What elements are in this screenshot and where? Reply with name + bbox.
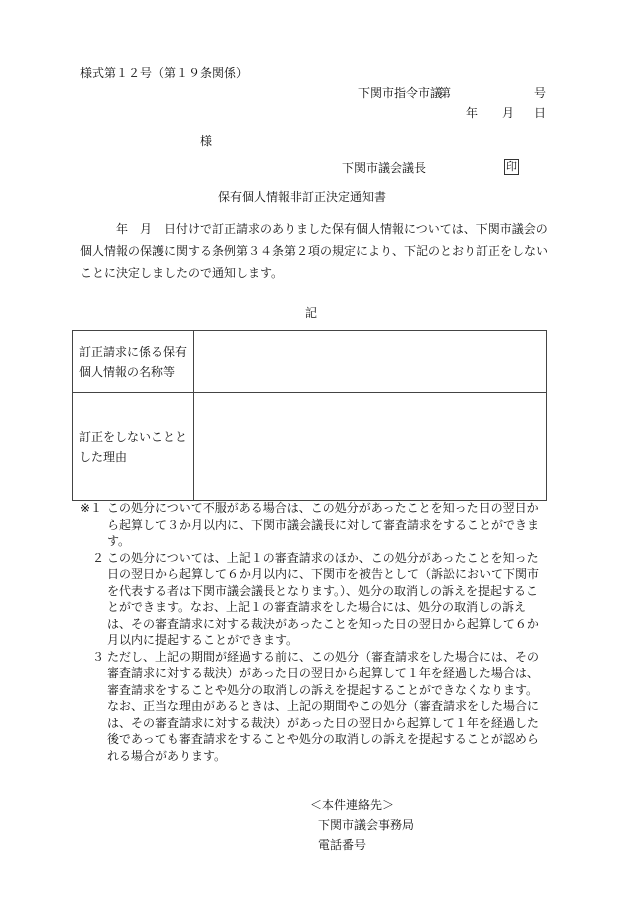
number-label-2: 号 [534, 86, 547, 100]
row1-label: 訂正請求に係る保有個人情報の名称等 [73, 331, 194, 393]
contact-phone-label: 電話番号 [318, 838, 367, 852]
note-mark: ※１ [80, 501, 103, 515]
note-item [80, 500, 548, 550]
row2-label: 訂正をしないこととした理由 [73, 393, 194, 501]
note-item [80, 550, 548, 649]
note-text: この処分については、上記１の審査請求のほか、この処分があったことを知った日の翌日から起算して６か月以内に、下関市を被告として（訴訟において下関市を代表する者は下関市議会議長となります。）、処分の取消しの訴えを提起することができます。なお、上記１の審査請求をした場合には、処分の取消しの訴えは、その審査請求に対する裁決があったことを知った日の翌日から起算して６か月以内に提起することができます。 [107, 550, 540, 647]
seal-mark [498, 159, 519, 175]
contact-heading: ＜本件連絡先＞ [310, 798, 395, 812]
table-row [73, 331, 547, 393]
addressee-honorific: 様 [200, 134, 213, 148]
day-label: 日 [534, 106, 547, 120]
note-item [80, 649, 548, 765]
detail-table [72, 330, 547, 501]
year-label: 年 [466, 106, 479, 120]
body-paragraph: 年 月 日付けで訂正請求のありました保有個人情報については、下関市議会の個人情報の保護に関する条例第３４条第２項の規定により、下記のとおり訂正をしないことに決定しましたので通知します。 [80, 222, 549, 280]
ki-label: 記 [305, 306, 318, 320]
contact-office: 下関市議会事務局 [318, 818, 415, 832]
seal-label: 印 [506, 160, 517, 173]
note-text: この処分について不服がある場合は、この処分があったことを知った日の翌日から起算して３か月以内に、下関市議会議長に対して審査請求をすることができます。 [107, 501, 540, 548]
row2-value [194, 393, 547, 501]
number-label-1: 第 [439, 86, 452, 100]
issuer-prefix: 下関市指令市議 [358, 86, 443, 100]
note-mark: ２ [92, 550, 105, 565]
note-mark: ３ [92, 649, 105, 664]
sender-title: 下関市議会議長 [342, 161, 427, 175]
form-number: 様式第１２号（第１９条関係） [80, 66, 249, 80]
document-title: 保有個人情報非訂正決定通知書 [218, 190, 387, 204]
note-text: ただし、上記の期間が経過する前に、この処分（審査請求をした場合には、その審査請求に対する裁決）があった日の翌日から起算して１年を経過した場合は、審査請求をすることや処分の取消しの訴えを提起することができなくなります。なお、正当な理由があるときは、上記の期間やこの処分（審査請求をした場合には、その審査請求に対する裁決）があった日の翌日から起算して１年を経過した後であっても審査請求をすることや処分の取消しの訴えを提起することが認められる場合があります。 [107, 649, 540, 763]
row1-value [194, 331, 547, 393]
month-label: 月 [502, 106, 515, 120]
table-row [73, 393, 547, 501]
notes-section [80, 500, 548, 764]
